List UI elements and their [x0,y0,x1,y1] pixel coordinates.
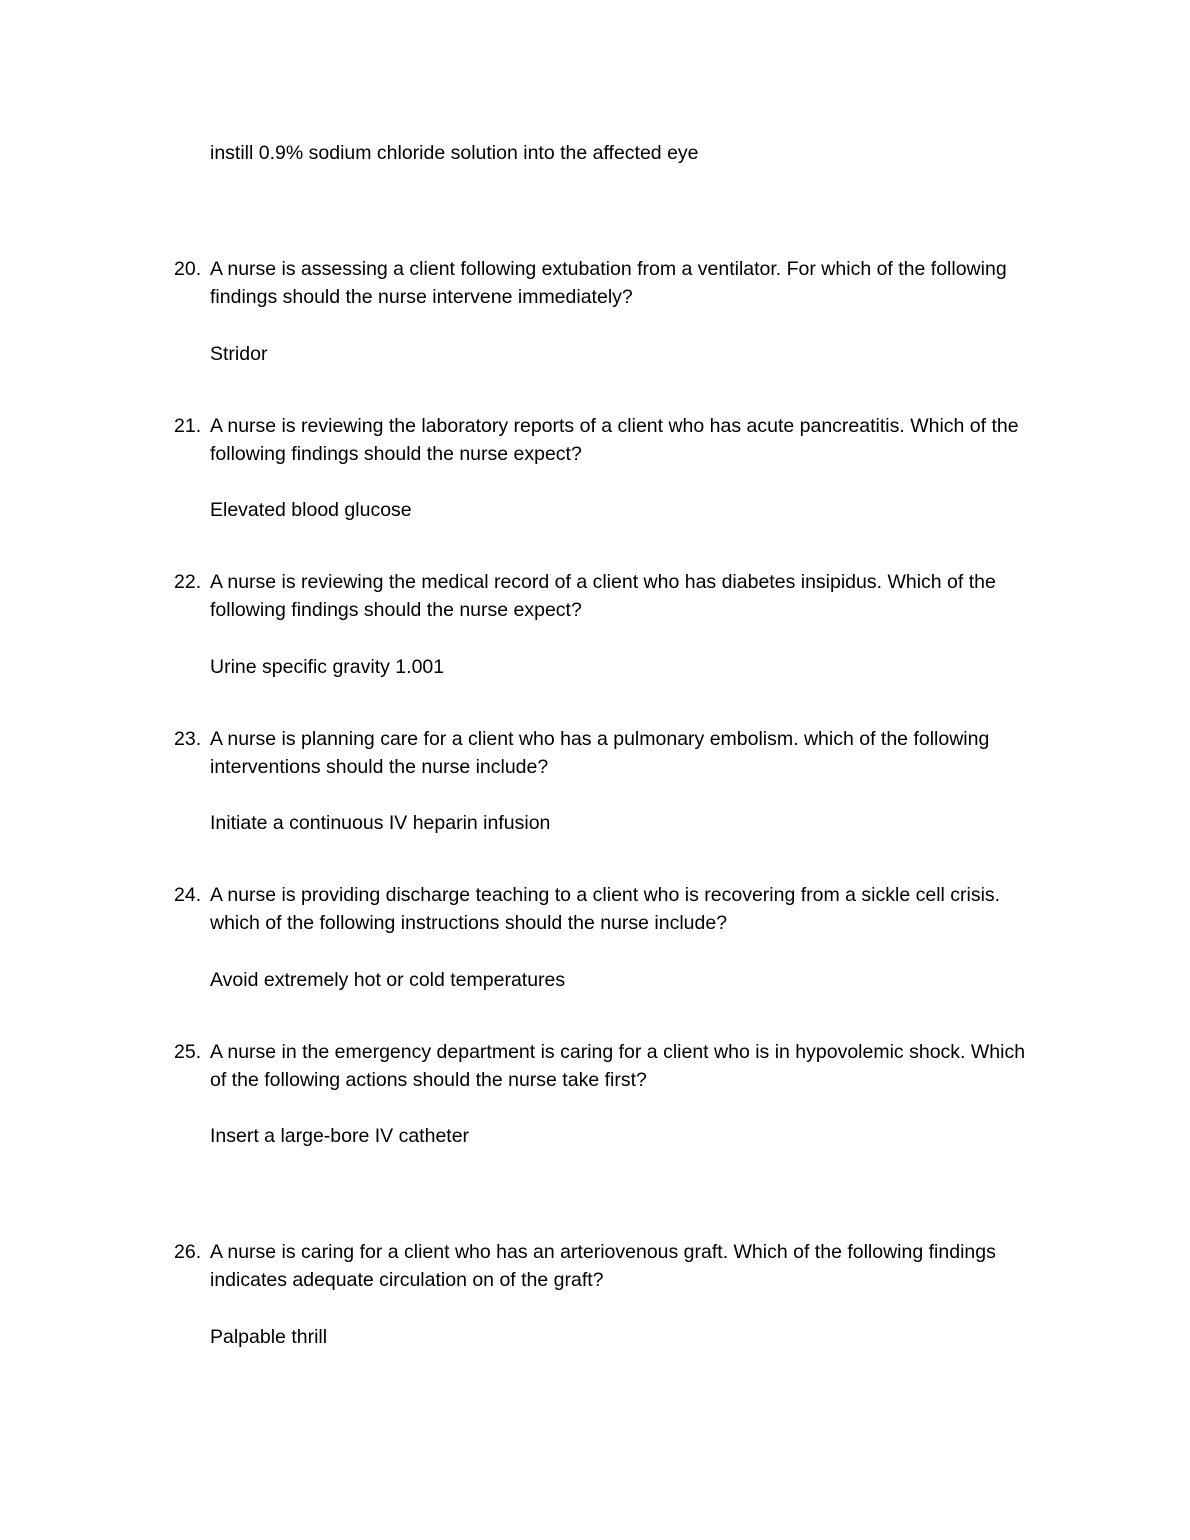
answer-text: Urine specific gravity 1.001 [210,656,445,678]
previous-answer: instill 0.9% sodium chloride solution into the affected eye [210,142,699,164]
question-text-line-1: A nurse is planning care for a client who has a pulmonary embolism. which of the following [210,728,990,750]
answer-text: Avoid extremely hot or cold temperatures [210,969,566,991]
question-text-line-2: of the following actions should the nurse take first? [210,1069,647,1091]
question-number: 24. [174,884,202,906]
question-number: 22. [174,571,202,593]
question-number: 26. [174,1241,202,1263]
question-text-line-2: findings should the nurse intervene immediately? [210,286,633,308]
answer-text: Initiate a continuous IV heparin infusion [210,812,551,834]
question-text-line-1: A nurse is assessing a client following extubation from a ventilator. For which of the following [210,258,1007,280]
answer-text: Palpable thrill [210,1326,328,1348]
question-text-line-1: A nurse in the emergency department is caring for a client who is in hypovolemic shock. Which [210,1041,1026,1063]
question-text-line-2: interventions should the nurse include? [210,756,549,778]
answer-text: Insert a large-bore IV catheter [210,1125,470,1147]
question-number: 25. [174,1041,202,1063]
question-text-line-2: following findings should the nurse expect? [210,599,582,621]
question-text-line-1: A nurse is caring for a client who has an arteriovenous graft. Which of the following findings [210,1241,996,1263]
question-number: 21. [174,415,202,437]
question-text-line-1: A nurse is reviewing the medical record of a client who has diabetes insipidus. Which of the [210,571,996,593]
question-text-line-2: following findings should the nurse expect? [210,443,582,465]
question-text-line-1: A nurse is reviewing the laboratory reports of a client who has acute pancreatitis. Which of the [210,415,1019,437]
question-number: 20. [174,258,202,280]
answer-text: Elevated blood glucose [210,499,412,521]
answer-text: Stridor [210,343,268,365]
question-text-line-2: which of the following instructions should the nurse include? [210,912,728,934]
question-text-line-1: A nurse is providing discharge teaching to a client who is recovering from a sickle cell crisis. [210,884,1001,906]
question-number: 23. [174,728,202,750]
question-text-line-2: indicates adequate circulation on of the graft? [210,1269,604,1291]
